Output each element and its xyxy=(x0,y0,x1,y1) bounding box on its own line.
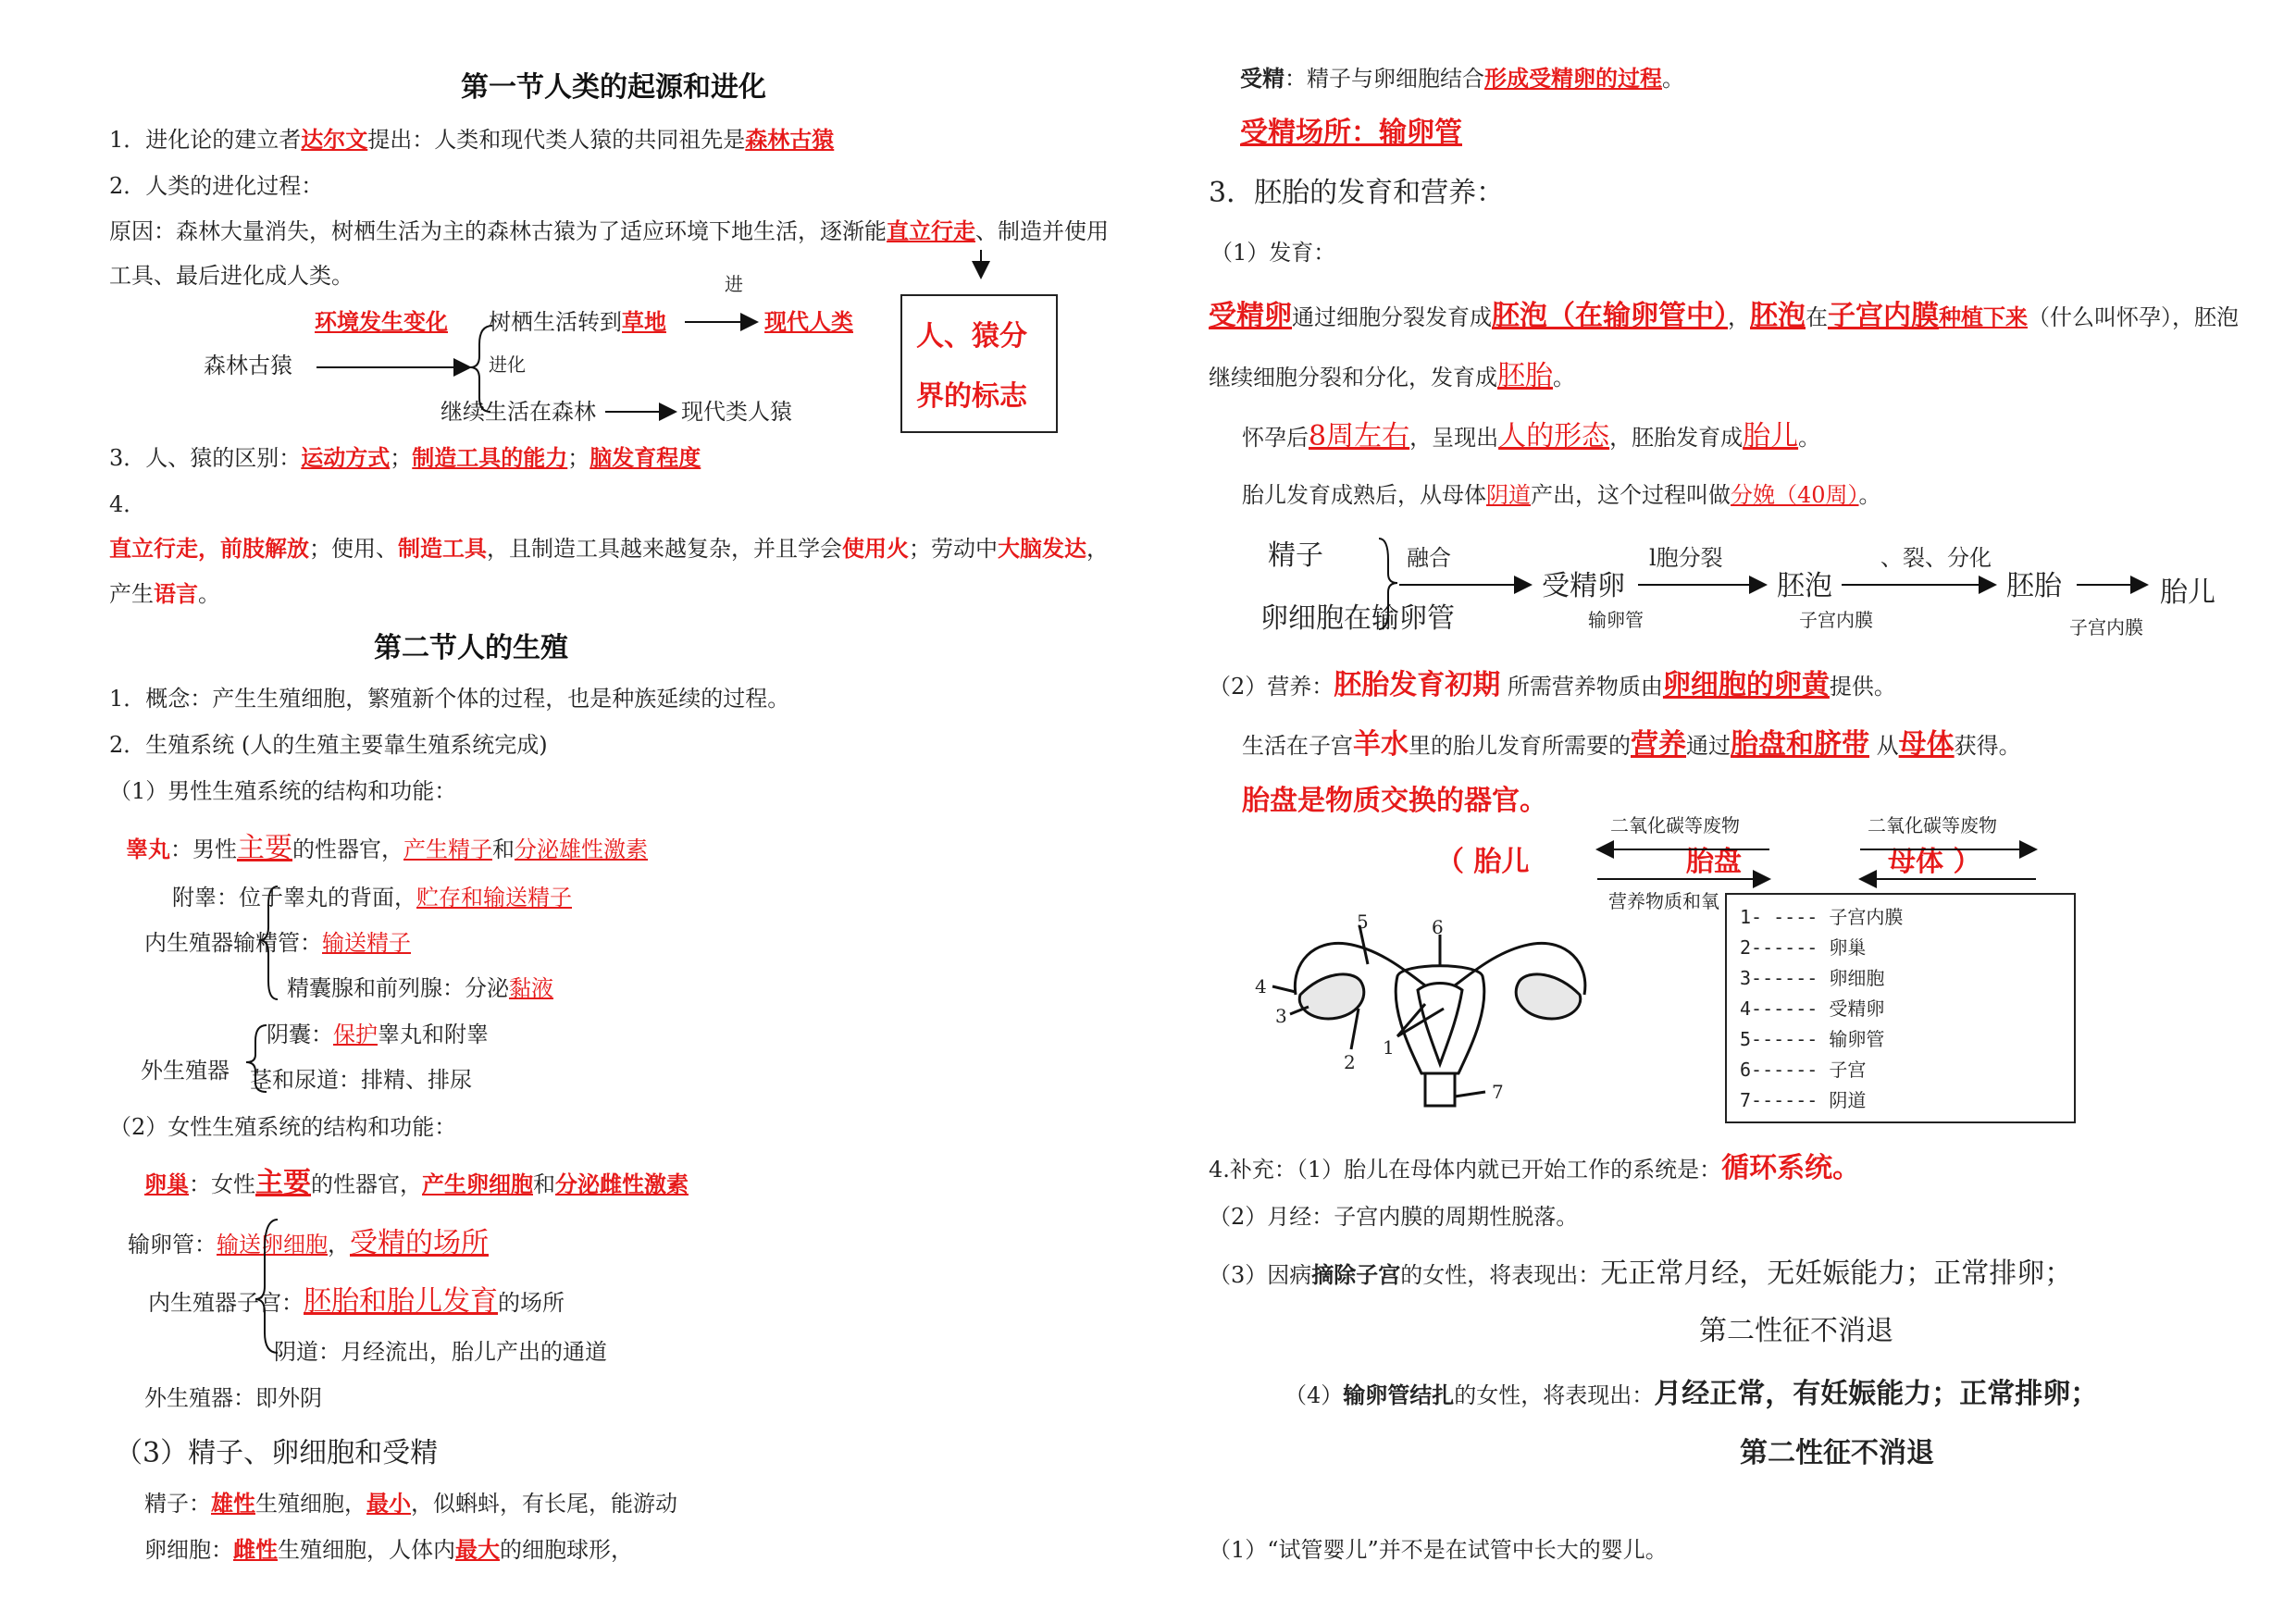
epididymis-line: 附睾：位于睾丸的背面，贮存和输送精子 xyxy=(172,885,572,911)
brace-evolution xyxy=(470,326,492,412)
legend-item: 4------ 受精卵 xyxy=(1740,997,1885,1020)
legend-item: 1- ---- 子宫内膜 xyxy=(1740,906,1904,928)
section2-title: 第二节人的生殖 xyxy=(374,632,568,664)
diagram-tree-to: 树栖生活转到草地 xyxy=(489,308,666,335)
flow-egg: 卵细胞在输卵管 xyxy=(1260,602,1455,635)
diagram-modern-ape: 现代类人猿 xyxy=(681,399,792,425)
gametes-heading: （3）精子、卵细胞和受精 xyxy=(115,1437,439,1469)
supplement-circulatory: 4.补充：（1）胎儿在母体内就已开始工作的系统是：循环系统。 xyxy=(1209,1152,1861,1184)
evolution-cause-line-2: 工具、最后进化成人类。 xyxy=(109,263,354,289)
legend-item: 6------ 子宫 xyxy=(1740,1059,1867,1081)
uterus-figure xyxy=(1272,925,1585,1106)
exchange-co2-right: 二氧化碳等废物 xyxy=(1868,814,1997,836)
flow-uterus-lining-2: 子宫内膜 xyxy=(2069,616,2143,638)
flow-split: l胞分裂 xyxy=(1649,545,1723,571)
flow-split2: 、裂、分化 xyxy=(1880,545,1992,571)
flow-fuse: 融合 xyxy=(1407,545,1451,571)
hysterectomy-secondary-sex: 第二性征不消退 xyxy=(1699,1315,1893,1347)
figure-label-2: 2 xyxy=(1344,1051,1356,1073)
evolution-cause-line: 原因：森林大量消失，树栖生活为主的森林古猿为了适应环境下地生活，逐渐能直立行走、制造并使用 xyxy=(109,217,1109,244)
fertilization-definition: 受精：精子与卵细胞结合形成受精卵的过程。 xyxy=(1240,65,1684,92)
embryo-development-line: 继续细胞分裂和分化，发育成胚胎。 xyxy=(1209,360,1575,392)
exchange-placenta: 胎盘 xyxy=(1686,846,1742,878)
flow-blastocyst: 胚泡 xyxy=(1777,570,1832,602)
diagram-jin: 进 xyxy=(725,273,743,295)
flow-oviduct: 输卵管 xyxy=(1588,609,1644,631)
exchange-fetus: （ 胎儿 xyxy=(1436,846,1530,878)
reproduction-concept: 1．概念：产生生殖细胞，繁殖新个体的过程，也是种族延续的过程。 xyxy=(109,686,790,712)
evolution-summary-line: 直立行走，前肢解放；使用、制造工具，且制造工具越来越复杂，并且学会使用火；劳动中大脑发达， xyxy=(109,535,1109,562)
figure-label-3: 3 xyxy=(1275,1005,1287,1027)
embryo-heading: 3．胚胎的发育和营养： xyxy=(1209,177,1505,209)
male-external-label: 外生殖器 xyxy=(141,1058,230,1084)
evolution-line-1: 1．进化论的建立者达尔文提出：人类和现代类人猿的共同祖先是森林古猿 xyxy=(109,126,835,153)
seminal-gland-line: 精囊腺和前列腺：分泌黏液 xyxy=(287,975,553,1001)
scrotum-line: 阴囊：保护睾丸和附睾 xyxy=(267,1022,489,1047)
female-system-heading: （2）女性生殖系统的结构和功能： xyxy=(109,1114,457,1140)
legend-item: 3------ 卵细胞 xyxy=(1740,967,1885,989)
flow-embryo: 胚胎 xyxy=(2006,570,2062,602)
ivf-note: （1）“试管婴儿”并不是在试管中长大的婴儿。 xyxy=(1209,1537,1668,1563)
sperm-line: 精子：雄性生殖细胞，最小，似蝌蚪，有长尾，能游动 xyxy=(144,1490,677,1517)
tubal-ligation-line: （4）输卵管结扎的女性，将表现出：月经正常，有妊娠能力；正常排卵； xyxy=(1285,1378,2099,1410)
flow-zygote: 受精卵 xyxy=(1542,570,1625,602)
exchange-mother: 母体 ） xyxy=(1888,846,1981,878)
menstruation-line: （2）月经：子宫内膜的周期性脱落。 xyxy=(1209,1204,1579,1230)
evolution-line-2: 2．人类的进化过程： xyxy=(109,173,324,199)
tubal-secondary-sex: 第二性征不消退 xyxy=(1740,1437,1934,1469)
diagram-env-change: 环境发生变化 xyxy=(315,308,448,335)
legend-item: 2------ 卵巢 xyxy=(1740,936,1867,959)
figure-label-6: 6 xyxy=(1432,916,1444,938)
testis-line: 睾丸：男性主要的性器官，产生精子和分泌雄性激素 xyxy=(126,832,648,864)
figure-label-4: 4 xyxy=(1255,975,1267,997)
pregnancy-line: 怀孕后8周左右，呈现出人的形态，胚胎发育成胎儿。 xyxy=(1242,420,1821,452)
flow-uterus-lining: 子宫内膜 xyxy=(1799,609,1873,631)
diagram-forest-life: 继续生活在森林 xyxy=(441,399,596,425)
birth-line: 胎儿发育成熟后，从母体阴道产出，这个过程叫做分娩（40周）。 xyxy=(1242,482,1881,508)
legend-item: 5------ 输卵管 xyxy=(1740,1028,1885,1050)
ovary-line: 卵巢：女性主要的性器官，产生卵细胞和分泌雌性激素 xyxy=(144,1167,689,1199)
exchange-co2-left: 二氧化碳等废物 xyxy=(1610,814,1740,836)
exchange-nutrients: 营养物质和氧 xyxy=(1608,890,1719,912)
flow-sperm: 精子 xyxy=(1268,539,1323,572)
nutrition-line: （2）营养：胚胎发育初期 所需营养物质由卵细胞的卵黄提供。 xyxy=(1209,669,1896,701)
fertilization-site: 受精场所：输卵管 xyxy=(1240,117,1462,149)
reproductive-system: 2．生殖系统 (人的生殖主要靠生殖系统完成) xyxy=(109,732,548,758)
brace-female-internal xyxy=(255,1220,278,1353)
diagram-box-line1: 人、猿分 xyxy=(916,320,1027,353)
hysterectomy-line: （3）因病摘除子宫的女性，将表现出：无正常月经，无妊娠能力；正常排卵； xyxy=(1209,1258,2073,1290)
egg-line: 卵细胞：雌性生殖细胞，人体内最大的细胞球形， xyxy=(144,1536,633,1563)
vas-deferens-line: 内生殖器输精管：输送精子 xyxy=(144,930,411,956)
diagram-forest-ape: 森林古猿 xyxy=(204,353,292,378)
zygote-development-line: 受精卵通过细胞分裂发育成胚泡（在输卵管中），胚泡在子宫内膜种植下来（什么叫怀孕），胚泡 xyxy=(1209,300,2239,332)
placenta-supply-line: 生活在子宫羊水里的胎儿发育所需要的营养通过胎盘和脐带 从母体获得。 xyxy=(1242,728,2021,761)
diagram-jinhua: 进化 xyxy=(489,353,526,376)
brace-fusion xyxy=(1379,539,1397,629)
oviduct-line: 输卵管：输送卵细胞，受精的场所 xyxy=(128,1227,489,1259)
point-4-label: 4． xyxy=(109,491,146,517)
development-heading: （1）发育： xyxy=(1210,240,1336,266)
figure-label-7: 7 xyxy=(1492,1081,1504,1103)
diagram-box-line2: 界的标志 xyxy=(916,380,1027,413)
section1-title: 第一节人类的起源和进化 xyxy=(461,71,766,104)
vagina-line: 阴道：月经流出，胎儿产出的通道 xyxy=(274,1339,607,1365)
figure-label-1: 1 xyxy=(1383,1036,1395,1059)
brace-male-internal xyxy=(259,886,278,999)
legend-item: 7------ 阴道 xyxy=(1740,1089,1867,1111)
human-ape-differences: 3．人、猿的区别：运动方式；制造工具的能力；脑发育程度 xyxy=(109,444,701,471)
female-external-line: 外生殖器：即外阴 xyxy=(144,1385,322,1411)
figure-label-5: 5 xyxy=(1357,911,1369,933)
uterus-line: 内生殖器子宫：胚胎和胎儿发育的场所 xyxy=(148,1285,565,1318)
diagram-modern-human: 现代人类 xyxy=(764,308,853,335)
male-system-heading: （1）男性生殖系统的结构和功能： xyxy=(109,778,457,804)
flow-fetus: 胎儿 xyxy=(2160,576,2215,609)
evolution-summary-line-2: 产生语言。 xyxy=(109,580,220,607)
brace-male-external xyxy=(246,1025,267,1092)
urethra-line: 茎和尿道：排精、排尿 xyxy=(250,1067,472,1093)
placenta-exchange-organ: 胎盘是物质交换的器官。 xyxy=(1242,785,1547,817)
